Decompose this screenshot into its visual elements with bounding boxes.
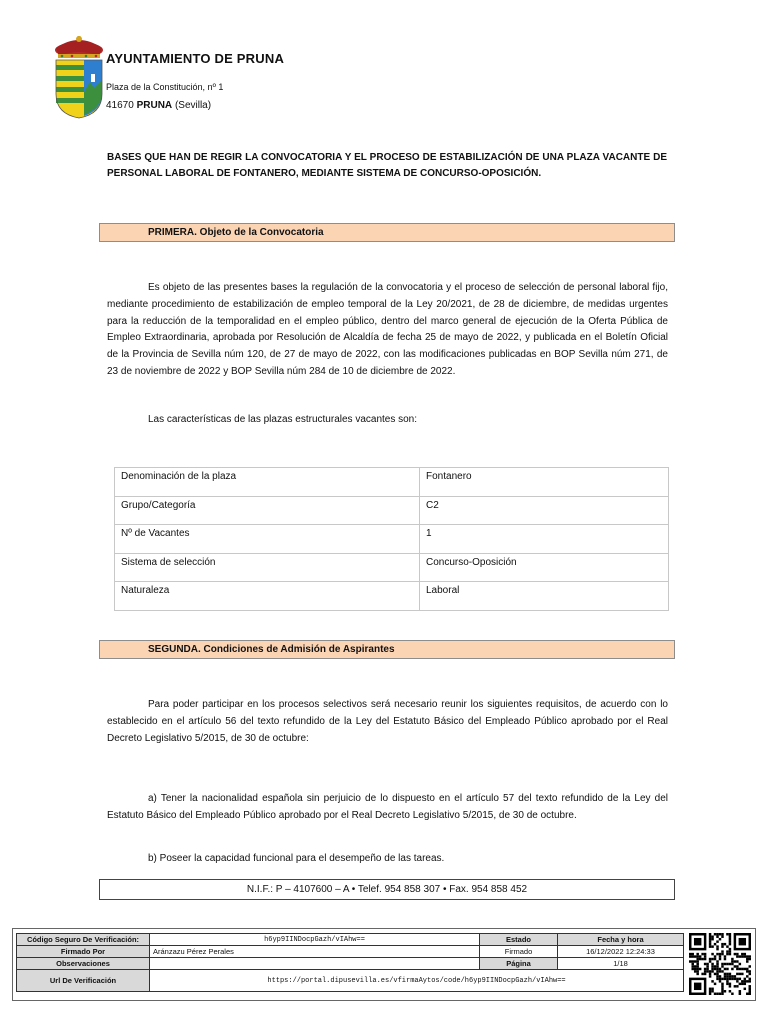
nif-contact-line: N.I.F.: P – 4107600 – A • Telef. 954 858 307 • Fax. 954 858 452 <box>99 879 675 900</box>
table-row <box>115 496 669 525</box>
verification-footer <box>12 928 756 1001</box>
plaza-attribute-value: Fontanero <box>420 468 669 497</box>
state-value: Firmado <box>480 946 558 958</box>
datetime-label: Fecha y hora <box>558 934 684 946</box>
plaza-attribute-value: 1 <box>420 525 669 554</box>
plaza-attribute-value: C2 <box>420 496 669 525</box>
plaza-characteristics-table <box>114 467 669 611</box>
org-postal-line <box>106 100 211 111</box>
table-row <box>115 553 669 582</box>
section1-paragraph: Es objeto de las presentes bases la regulación de la convocatoria y el proceso de selección de personal laboral fijo, mediante procedimiento de estabilización de empleo temporal de la Ley 20/2021, de 28 de diciembre, de medidas urgentes para la reducción de la temporalidad en el empleo público, dentro del marco general de ejecución de la Oferta Pública de Empleo Extraordinaria, aprobada por Resolución de Alcaldía de fecha 25 de mayo de 2022, y publicada en el Boletín Oficial de la Provincia de Sevilla núm 120, de 27 de mayo de 2022, con las modificaciones publicadas en BOP Sevilla núm 271, de 23 de noviembre de 2022 y BOP Sevilla núm 284 de 10 de diciembre de 2022. <box>107 282 668 377</box>
table-row <box>115 582 669 611</box>
postal-code: 41670 <box>106 100 134 111</box>
city: PRUNA <box>136 100 173 111</box>
section-heading-segunda: SEGUNDA. Condiciones de Admisión de Aspirantes <box>99 640 675 659</box>
code-label: Código Seguro De Verificación: <box>17 934 150 946</box>
section-heading-primera: PRIMERA. Objeto de la Convocatoria <box>99 223 675 242</box>
plaza-attribute-value: Concurso-Oposición <box>420 553 669 582</box>
url-label: Url De Verificación <box>17 970 150 992</box>
observations-value <box>150 958 480 970</box>
coat-of-arms-icon <box>50 36 108 120</box>
requirement-a: a) Tener la nacionalidad española sin perjuicio de lo dispuesto en el artículo 57 del texto refundido de la Ley del Estatuto Básico del Empleado Público aprobado por el Real Decreto Legislativo 5/2015, de 30 de octubre. <box>107 793 668 821</box>
section1-intro-table: Las características de las plazas estructurales vacantes son: <box>148 414 418 425</box>
plaza-attribute-label: Nº de Vacantes <box>115 525 420 554</box>
document-title: BASES QUE HAN DE REGIR LA CONVOCATORIA Y EL PROCESO DE ESTABILIZACIÓN DE UNA PLAZA VACANTE DE PERSONAL LABORAL DE FONTANERO, MEDIANTE SISTEMA DE CONCURSO-OPOSICIÓN. <box>107 152 667 179</box>
plaza-attribute-label: Sistema de selección <box>115 553 420 582</box>
datetime-value: 16/12/2022 12:24:33 <box>558 946 684 958</box>
table-row <box>115 468 669 497</box>
plaza-attribute-value: Laboral <box>420 582 669 611</box>
qr-code-icon[interactable] <box>689 933 751 995</box>
page-label: Página <box>480 958 558 970</box>
org-name: AYUNTAMIENTO DE PRUNA <box>106 51 285 66</box>
page-value: 1/18 <box>558 958 684 970</box>
section2-paragraph: Para poder participar en los procesos selectivos será necesario reunir los siguientes requisitos, de acuerdo con lo establecido en el artículo 56 del texto refundido de la Ley del Estatuto Básico del Empleado Público aprobado por el Real Decreto Legislativo 5/2015, de 30 de octubre: <box>107 699 668 744</box>
observations-label: Observaciones <box>17 958 150 970</box>
state-label: Estado <box>480 934 558 946</box>
signed-value: Aránzazu Pérez Perales <box>150 946 480 958</box>
province: (Sevilla) <box>174 100 212 111</box>
verification-table <box>16 933 684 992</box>
plaza-attribute-label: Naturaleza <box>115 582 420 611</box>
requirement-b: b) Poseer la capacidad funcional para el desempeño de las tareas. <box>148 853 445 864</box>
plaza-attribute-label: Denominación de la plaza <box>115 468 420 497</box>
table-row <box>115 525 669 554</box>
verification-url[interactable]: https://portal.dipusevilla.es/vfirmaAytos/code/h6yp9IINDocpGazh/vIAhw== <box>150 970 684 992</box>
code-value: h6yp9IINDocpGazh/vIAhw== <box>150 934 480 946</box>
plaza-attribute-label: Grupo/Categoría <box>115 496 420 525</box>
signed-label: Firmado Por <box>17 946 150 958</box>
org-address-line: Plaza de la Constitución, nº 1 <box>106 82 224 92</box>
